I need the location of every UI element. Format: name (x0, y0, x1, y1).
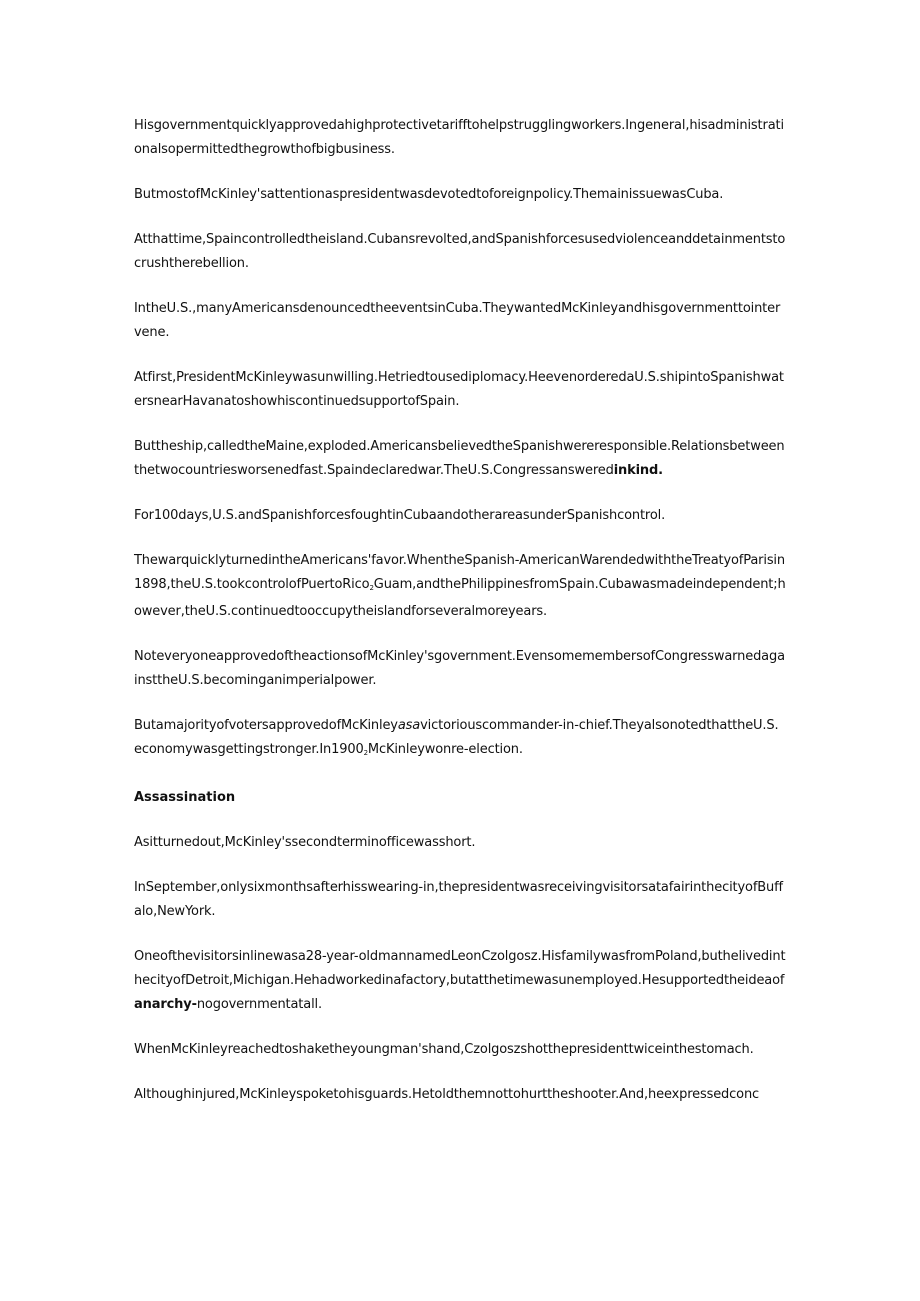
paragraph-maine-text: Buttheship,calledtheMaine,exploded.AmericansbelievedtheSpanishwereresponsible.Relationsbetweenthetwocountriesworsenedfast.Spaindeclaredwar.TheU.S.Congressanswered (134, 439, 785, 478)
paragraph-guards: Althoughinjured,McKinleyspoketohisguards.Hetoldthemnottohurttheshooter.And,heexpressedconc (134, 1087, 760, 1102)
paragraph-second-term: Asitturnedout,McKinley'ssecondterminofficewasshort. (134, 835, 476, 850)
paragraph-czolgosz (134, 945, 786, 1017)
paragraph-imperial-power: NoteveryoneapprovedoftheactionsofMcKinley'sgovernment.EvensomemembersofCongresswarnedagainsttheU.S.becominganimperialpower. (134, 649, 785, 688)
paragraph-treaty-sub: 2 (369, 584, 374, 592)
paragraph-re-election-text-a: ButamajorityofvotersapprovedofMcKinley (134, 718, 398, 733)
paragraph-foreign-policy: ButmostofMcKinley'sattentionaspresidentwasdevotedtoforeignpolicy.ThemainissuewasCuba. (134, 187, 724, 202)
document-body (134, 114, 786, 1128)
paragraph-100-days: For100days,U.S.andSpanishforcesfoughtinCubaandotherareasunderSpanishcontrol. (134, 508, 666, 523)
paragraph-spain-control: Atthattime,Spaincontrolledtheisland.Cubansrevolted,andSpanishforcesusedviolenceanddetainmentstocrushtherebellion. (134, 232, 786, 271)
paragraph-re-election-text-c: McKinleywonre-election. (367, 742, 523, 757)
paragraph-re-election-text-b: victoriouscommander-in-chief.TheyalsonotedthattheU.S.economywasgettingstronger.In1900 (134, 718, 779, 757)
paragraph-tariff: Hisgovernmentquicklyapprovedahighprotectivetarifftohelpstrugglingworkers.Ingeneral,hisadministrationalsopermittedthegrowthofbigbusiness. (134, 118, 784, 157)
paragraph-czolgosz-text-c: nogovernmentatall. (196, 997, 322, 1012)
paragraph-treaty-text-a: ThewarquicklyturnedintheAmericans'favor.WhentheSpanish-AmericanWarendedwiththeTreatyofParisin1898,theU.S.tookcontrolofPuertoRico (134, 553, 785, 592)
paragraph-diplomacy: Atfirst,PresidentMcKinleywasunwilling.Hetriedtousediplomacy.HeevenorderedaU.S.shipintoSpanishwatersnearHavanatoshowhiscontinuedsupportofSpain. (134, 370, 784, 409)
paragraph-re-election-italic: asa (397, 718, 421, 733)
paragraph-maine (134, 435, 786, 483)
paragraph-shooting: WhenMcKinleyreachedtoshaketheyoungman'shand,Czolgoszshotthepresidenttwiceinthestomach. (134, 1042, 754, 1057)
paragraph-treaty-of-paris (134, 549, 786, 624)
section-heading-assassination: Assassination (134, 790, 236, 805)
paragraph-buffalo-fair: InSeptember,onlysixmonthsafterhisswearing-in,thepresidentwasreceivingvisitorsatafairinthecityofBuffalo,NewYork. (134, 880, 783, 919)
paragraph-americans-denounce: IntheU.S.,manyAmericansdenouncedtheeventsinCuba.TheywantedMcKinleyandhisgovernmenttointervene. (134, 301, 781, 340)
paragraph-czolgosz-bold: anarchy- (134, 997, 197, 1012)
paragraph-re-election (134, 714, 786, 765)
paragraph-maine-bold: inkind. (613, 463, 663, 478)
paragraph-treaty-text-b: Guam,andthePhilippinesfromSpain.Cubawasmadeindependent;however,theU.S.continuedtooccupytheislandforseveralmoreyears. (134, 577, 786, 619)
paragraph-re-election-sub: 2 (363, 749, 368, 757)
paragraph-czolgosz-text-a: Oneofthevisitorsinlinewasa28-year-oldmannamedLeonCzolgosz.HisfamilywasfromPoland,buthelivedinthecityofDetroit,Michigan.Hehadworkedinafactory,butatthetimewasunemployed.Hesupportedtheideaof (134, 949, 786, 988)
